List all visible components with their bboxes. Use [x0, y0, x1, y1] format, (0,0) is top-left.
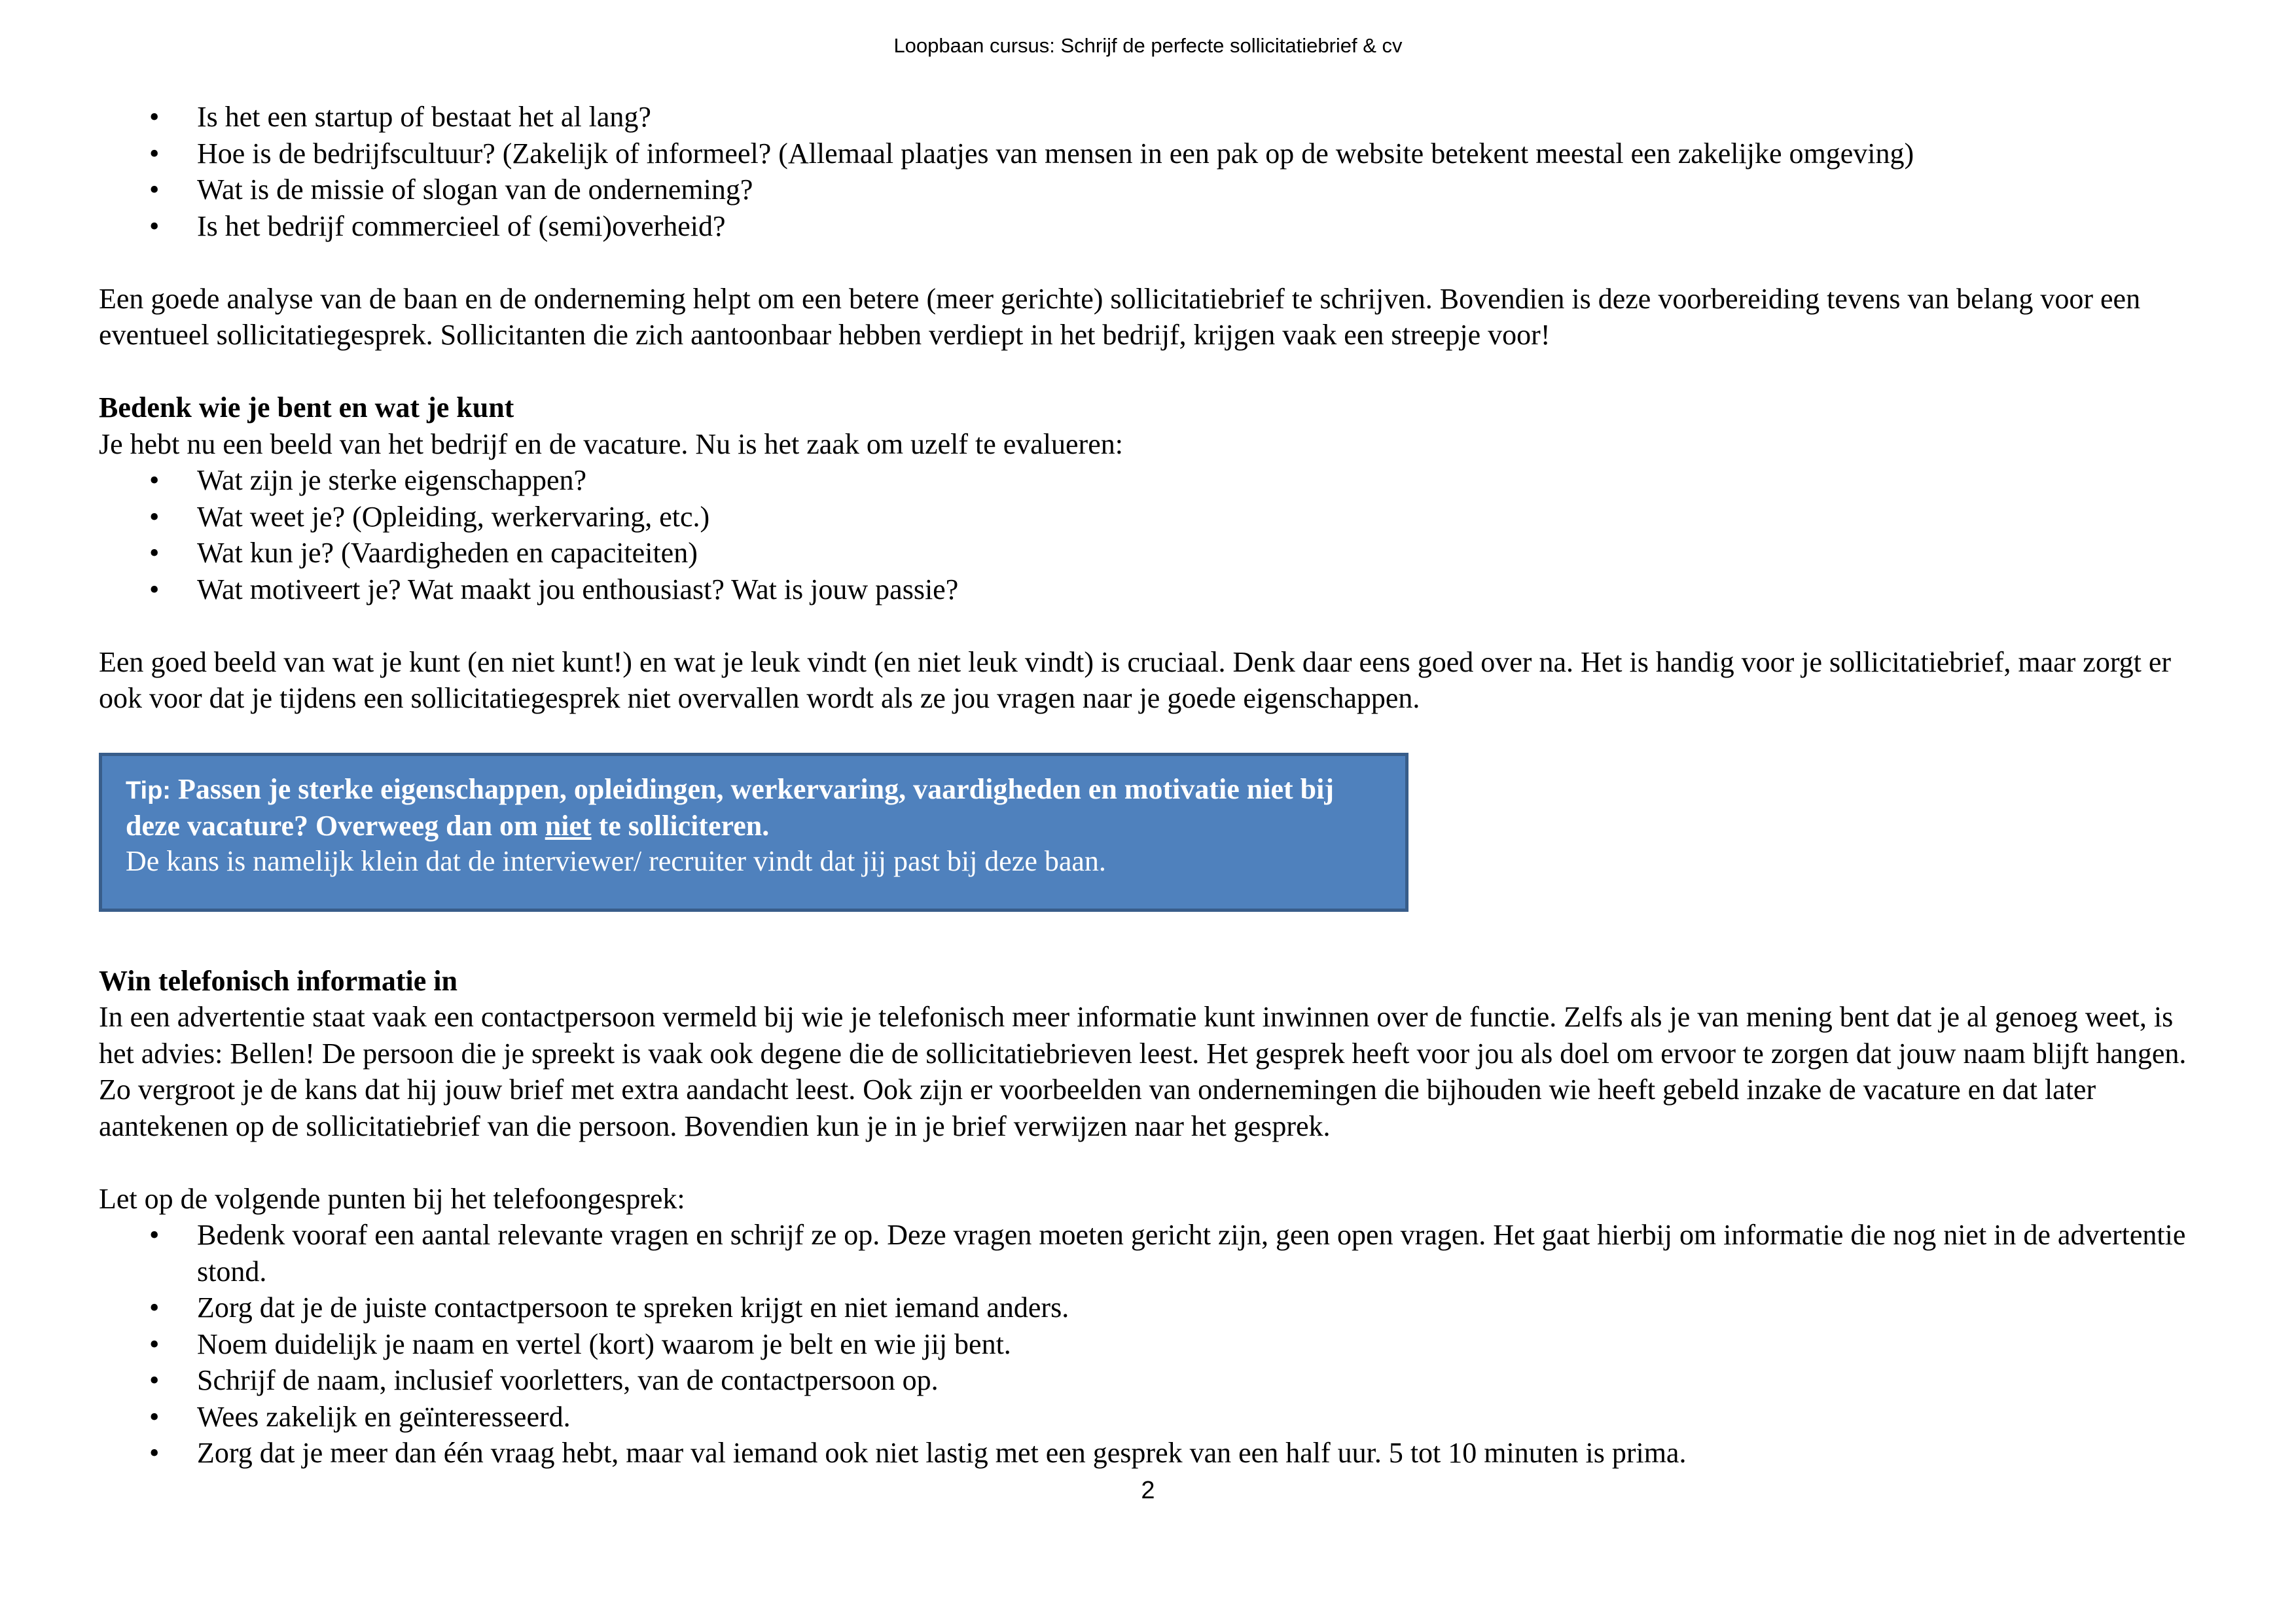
self-paragraph: Een goed beeld van wat je kunt (en niet kunt!) en wat je leuk vindt (en niet leuk vindt) is cruciaal. Denk daar eens goed over na. Het is handig voor je sollicitatiebrief, maar zorgt er ook voor dat je tijdens een sollicitatiegesprek niet overvallen wordt als ze jou vragen naar je goede eigenschappen.	[99, 645, 2172, 714]
list-item-text: Wees zakelijk en geïnteresseerd.	[197, 1400, 571, 1433]
phone-points-list	[99, 1217, 2206, 1471]
bullet-icon: •	[149, 464, 160, 496]
list-item	[99, 171, 2206, 208]
self-intro: Je hebt nu een beeld van het bedrijf en de vacature. Nu is het zaak om uzelf te evalueren:	[99, 427, 1123, 460]
section-heading-self: Bedenk wie je bent en wat je kunt	[99, 391, 514, 424]
page-number: 2	[1141, 1477, 1155, 1504]
list-item	[99, 135, 2206, 172]
list-item-text: Wat kun je? (Vaardigheden en capaciteiten)	[197, 537, 698, 569]
list-item	[99, 208, 2206, 245]
tip-bold-text: Passen je sterke eigenschappen, opleidingen, werkervaring, vaardigheden en motivatie niet bij deze vacature? Overweeg dan om	[126, 772, 1334, 842]
bullet-icon: •	[149, 101, 160, 133]
bullet-icon: •	[149, 137, 160, 170]
tip-box	[99, 753, 1408, 912]
section-heading-phone: Win telefonisch informatie in	[99, 964, 457, 997]
list-item-text: Is het bedrijf commercieel of (semi)overheid?	[197, 209, 726, 242]
bullet-icon: •	[149, 209, 160, 242]
list-item-text: Zorg dat je de juiste contactpersoon te spreken krijgt en niet iemand anders.	[197, 1291, 1069, 1324]
document-body	[99, 99, 2206, 1471]
list-item	[99, 499, 2206, 535]
bullet-icon: •	[149, 500, 160, 533]
self-questions-list	[99, 462, 2206, 607]
page-header: Loopbaan cursus: Schrijf de perfecte sollicitatiebrief & cv	[893, 34, 1403, 57]
bullet-icon: •	[149, 1219, 160, 1251]
bullet-icon: •	[149, 1327, 160, 1360]
list-item-text: Bedenk vooraf een aantal relevante vragen en schrijf ze op. Deze vragen moeten gericht zijn, geen open vragen. Het gaat hierbij om informatie die nog niet in de advertentie stond.	[197, 1219, 2186, 1288]
list-item-text: Noem duidelijk je naam en vertel (kort) waarom je belt en wie jij bent.	[197, 1327, 1011, 1360]
tip-normal-text: De kans is namelijk klein dat de interviewer/ recruiter vindt dat jij past bij deze baan.	[126, 844, 1106, 877]
list-item	[99, 1217, 2206, 1290]
list-item	[99, 1290, 2206, 1326]
tip-label: Tip:	[126, 776, 171, 804]
tip-bold-text-end: te solliciteren.	[591, 809, 770, 842]
list-item-text: Wat zijn je sterke eigenschappen?	[197, 464, 587, 496]
bullet-icon: •	[149, 173, 160, 206]
phone-intro: Let op de volgende punten bij het telefoongesprek:	[99, 1182, 685, 1215]
list-item-text: Hoe is de bedrijfscultuur? (Zakelijk of informeel? (Allemaal plaatjes van mensen in een pak op de website betekent meestal een zakelijke omgeving)	[197, 137, 1914, 170]
bullet-icon: •	[149, 1437, 160, 1469]
company-questions-list	[99, 99, 2206, 244]
list-item-text: Wat motiveert je? Wat maakt jou enthousiast? Wat is jouw passie?	[197, 573, 959, 605]
list-item	[99, 1326, 2206, 1363]
phone-paragraph: In een advertentie staat vaak een contactpersoon vermeld bij wie je telefonisch meer informatie kunt inwinnen over de functie. Zelfs als je van mening bent dat je al genoeg weet, is het advies: Bellen! De persoon die je spreekt is vaak ook degene die de sollicitatiebrieven leest. Het gesprek heeft voor jou als doel om ervoor te zorgen dat jouw naam blijft hangen. Zo vergroot je de kans dat hij jouw brief met extra aandacht leest. Ook zijn er voorbeelden van ondernemingen die bijhouden wie heeft gebeld inzake de vacature en dat later aantekenen op de sollicitatiebrief van die persoon. Bovendien kun je in je brief verwijzen naar het gesprek.	[99, 1001, 2187, 1142]
list-item	[99, 535, 2206, 571]
list-item	[99, 1435, 2206, 1471]
bullet-icon: •	[149, 1400, 160, 1433]
list-item	[99, 1362, 2206, 1399]
list-item-text: Wat is de missie of slogan van de onderneming?	[197, 173, 753, 206]
list-item	[99, 571, 2206, 608]
bullet-icon: •	[149, 1364, 160, 1396]
list-item	[99, 1399, 2206, 1435]
list-item-text: Wat weet je? (Opleiding, werkervaring, etc.)	[197, 500, 710, 533]
tip-underlined-word: niet	[545, 809, 592, 842]
bullet-icon: •	[149, 537, 160, 569]
list-item	[99, 462, 2206, 499]
list-item-text: Is het een startup of bestaat het al lang?	[197, 101, 651, 133]
bullet-icon: •	[149, 573, 160, 605]
list-item-text: Zorg dat je meer dan één vraag hebt, maar val iemand ook niet lastig met een gesprek van een half uur. 5 tot 10 minuten is prima.	[197, 1437, 1687, 1469]
analysis-paragraph: Een goede analyse van de baan en de onderneming helpt om een betere (meer gerichte) sollicitatiebrief te schrijven. Bovendien is deze voorbereiding tevens van belang voor een eventueel sollicitatiegesprek. Sollicitanten die zich aantoonbaar hebben verdiept in het bedrijf, krijgen vaak een streepje voor!	[99, 282, 2141, 351]
list-item-text: Schrijf de naam, inclusief voorletters, van de contactpersoon op.	[197, 1364, 939, 1396]
bullet-icon: •	[149, 1291, 160, 1324]
list-item	[99, 99, 2206, 135]
